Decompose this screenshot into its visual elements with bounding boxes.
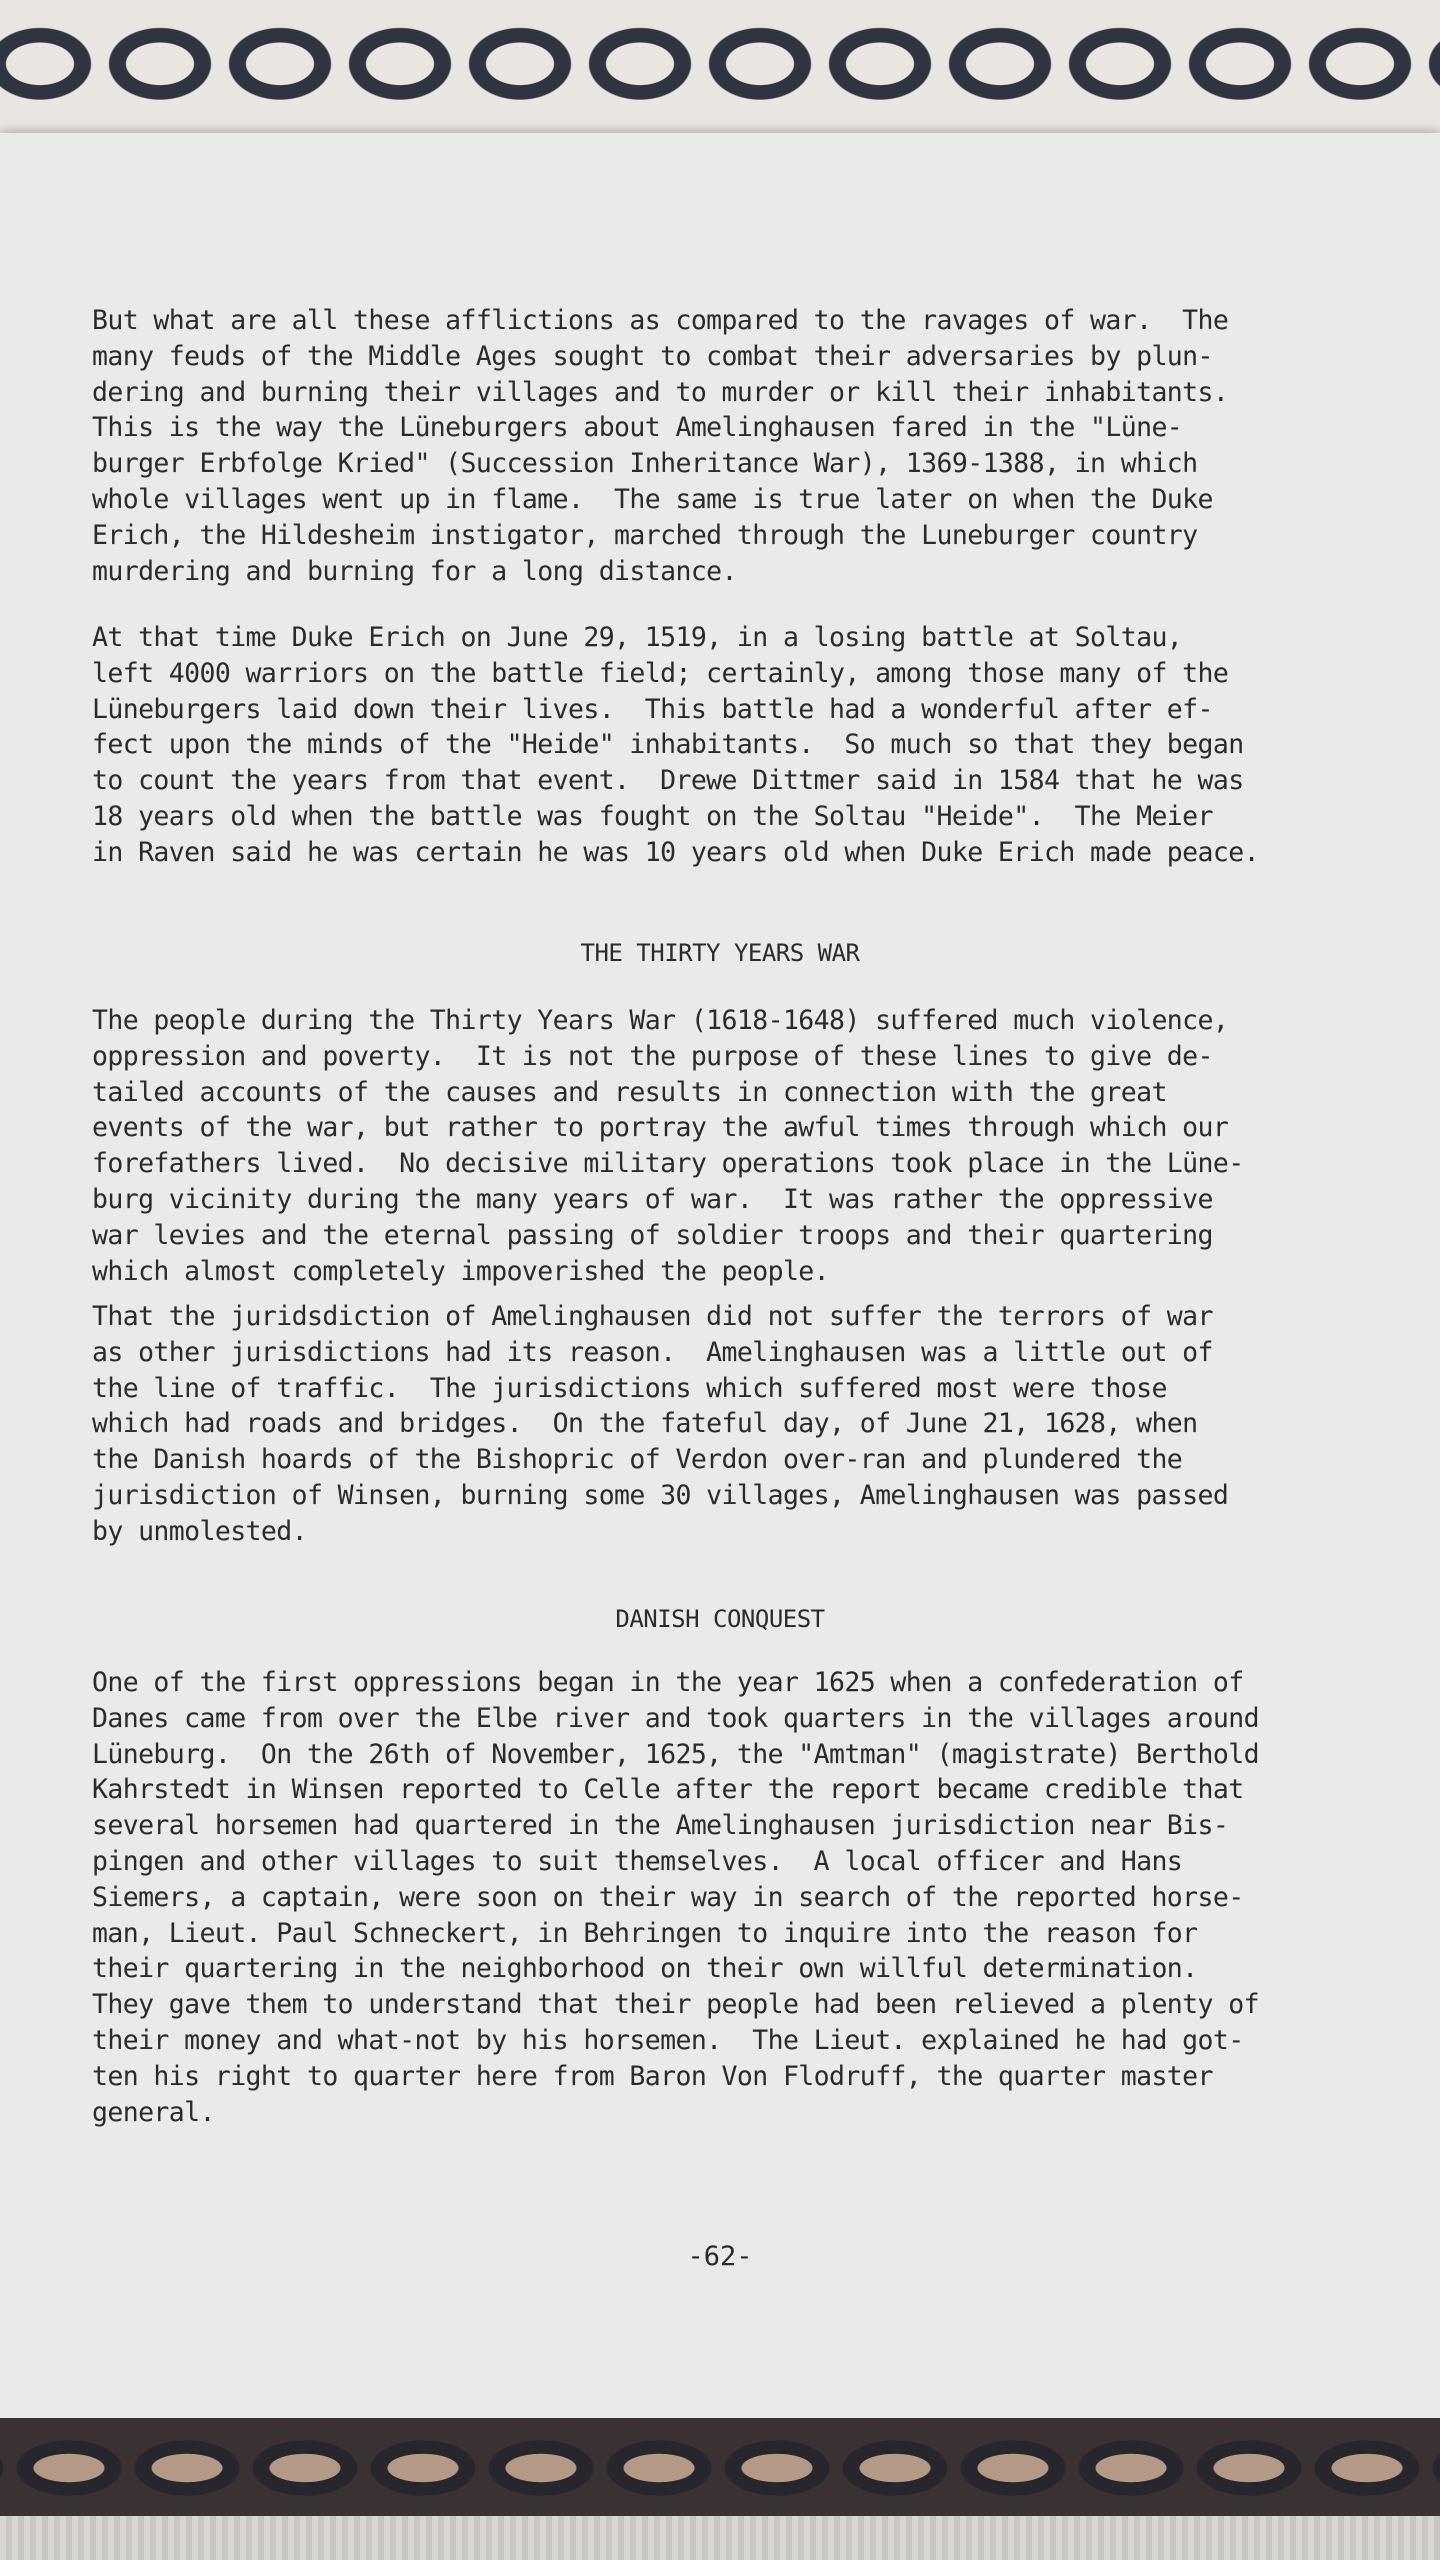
paragraph-thirty-years-war: The people during the Thirty Years War (1618-1648) suffered much violence, oppression and poverty. It is not the purpose of these lines to give de- tailed accounts of the causes and results in connection with the great events of the war, but rather to portray the awful times through which our forefathers lived. No decisive military operations took place in the Lüne- burg vicinity during the many years of war. It was rather the oppressive war levies and the eternal passing of soldier troops and their quartering which almost completely impoverished the people. [92, 1005, 1244, 1287]
page-number: -62- [687, 2241, 753, 2272]
paragraph-jurisdiction: That the juridsdiction of Amelinghausen did not suffer the terrors of war as other jurisdictions had its reason. Amelinghausen was a little out of the line of traffic. The jurisdictions which suffered most were those which had roads and bridges. On the fateful day, of June 21, 1628, when the Danish hoards of the Bishopric of Verdon over-ran and plundered the jurisdiction of Winsen, burning some 30 villages, Amelinghausen was passed by unmolested. [92, 1301, 1229, 1547]
typewritten-page [0, 133, 1440, 2423]
fabric-background-bottom [0, 2418, 1440, 2560]
fabric-weave-strip [0, 2516, 1440, 2560]
paragraph-afflictions: But what are all these afflictions as compared to the ravages of war. The many feuds of the Middle Ages sought to combat their adversaries by plun- dering and burning their villages and to murder or kill their inhabitants. This is the way the Lüneburgers about Amelinghausen fared in the "Lüne- burger Erbfolge Kried" (Succession Inheritance War), 1369-1388, in which whole villages went up in flame. The same is true later on when the Duke Erich, the Hildesheim instigator, marched through the Luneburger country murdering and burning for a long distance. [92, 305, 1229, 587]
fabric-background-top [0, 0, 1440, 135]
heading-thirty-years-war: THE THIRTY YEARS WAR [580, 939, 860, 967]
heading-danish-conquest: DANISH CONQUEST [615, 1605, 825, 1633]
paragraph-duke-erich: At that time Duke Erich on June 29, 1519, in a losing battle at Soltau, left 4000 warriors on the battle field; certainly, among those many of the Lüneburgers laid down their lives. This battle had a wonderful after ef- fect upon the minds of the "Heide" inhabitants. So much so that they began to count the years from that event. Drewe Dittmer said in 1584 that he was 18 years old when the battle was fought on the Soltau "Heide". The Meier in Raven said he was certain he was 10 years old when Duke Erich made peace. [92, 622, 1259, 868]
paragraph-danish-conquest: One of the first oppressions began in the year 1625 when a confederation of Danes came from over the Elbe river and took quarters in the villages around Lüneburg. On the 26th of November, 1625, the "Amtman" (magistrate) Berthold Kahrstedt in Winsen reported to Celle after the report became credible that several horsemen had quartered in the Amelinghausen jurisdiction near Bis- pingen and other villages to suit themselves. A local officer and Hans Siemers, a captain, were soon on their way in search of the reported horse- man, Lieut. Paul Schneckert, in Behringen to inquire into the reason for their quartering in the neighborhood on their own willful determination. They gave them to understand that their people had been relieved a plenty of their money and what-not by his horsemen. The Lieut. explained he had got- ten his right to quarter here from Baron Von Flodruff, the quarter master general. [92, 1667, 1259, 2128]
